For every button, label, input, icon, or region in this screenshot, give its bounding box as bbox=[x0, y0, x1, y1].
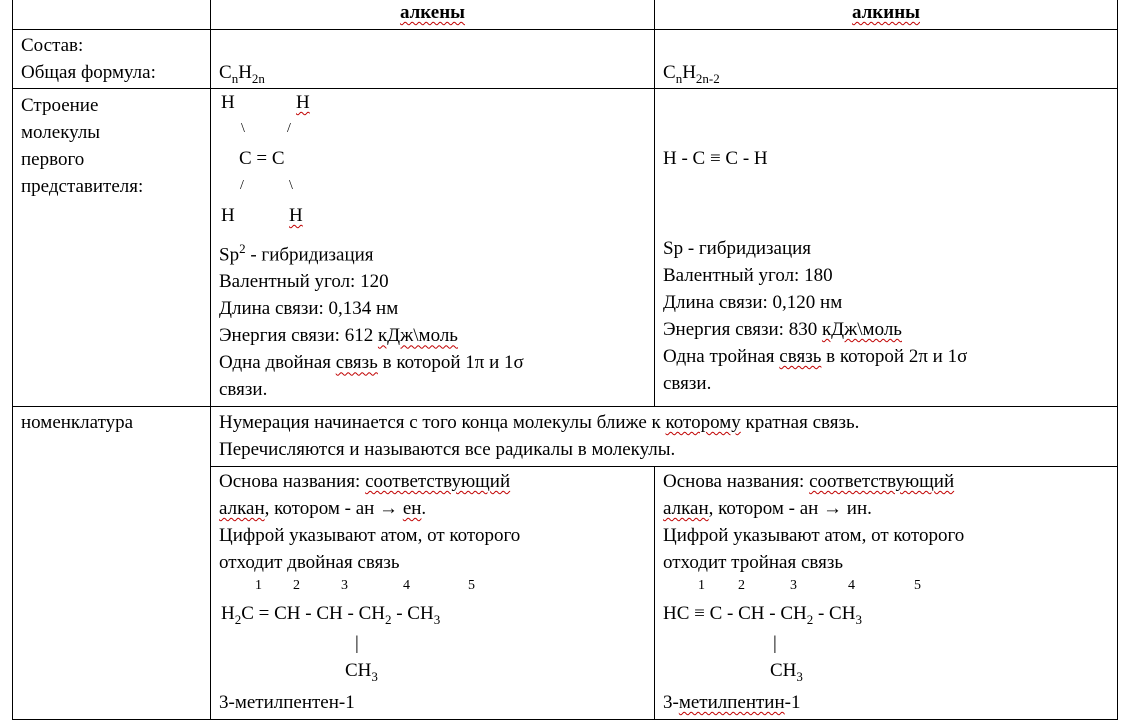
header-alkynes: алкины bbox=[851, 2, 920, 23]
ethyne-structure: H - C ≡ C - H bbox=[663, 148, 768, 169]
alkene-branch-bond: | bbox=[355, 633, 359, 654]
alkyne-branch-bond: | bbox=[773, 633, 777, 654]
ethene-h-top-left: H bbox=[221, 92, 235, 113]
alkene-nomenclature: Основа названия: соответствующий алкан, котором - ан → ен. Цифрой указывают атом, от которого отходит двойная связь bbox=[219, 471, 521, 573]
nomenclature-label: номенклатура bbox=[21, 412, 134, 433]
grid-right bbox=[1117, 0, 1118, 720]
grid-bottom bbox=[12, 719, 1118, 720]
ethene-h-bottom-right: H bbox=[289, 205, 303, 226]
nomenclature-common-rules: Нумерация начинается с того конца молекулы ближе к которому кратная связь. Перечисляются и называются все радикалы в молекулы. bbox=[219, 412, 860, 460]
grid-row-composition bbox=[12, 88, 1118, 89]
ethene-bond-left-top: \ bbox=[241, 121, 245, 136]
ethene-bond-right-bottom: \ bbox=[289, 178, 293, 193]
alkene-branch-methyl: $CH_3$ bbox=[345, 660, 378, 684]
composition-label: Состав: Общая формула: bbox=[21, 35, 156, 83]
ethene-core: C = C bbox=[239, 148, 285, 169]
alkene-chain-formula: $H_2C$ = CH - CH - $CH_2 - CH_3$ bbox=[221, 603, 441, 627]
alkene-general-formula: $C_nH_{2n}$ bbox=[219, 62, 265, 86]
header-alkenes: алкены bbox=[399, 2, 465, 23]
grid-row-header bbox=[12, 29, 1118, 30]
alkene-example-name: 3-метилпентен-1 bbox=[219, 692, 355, 713]
alkyne-example-name: 3-метилпентин-1 bbox=[663, 692, 801, 713]
alkyne-general-formula: $C_nH_{2n-2}$ bbox=[663, 62, 720, 86]
alkene-hybridization: Sp$^2$ - гибридизация bbox=[219, 241, 374, 266]
ethene-bond-right-top: / bbox=[287, 121, 291, 136]
ethene-bond-left-bottom: / bbox=[240, 178, 244, 193]
alkene-properties: Sp$^2$ - гибридизация Валентный угол: 120 Длина связи: 0,134 нм Энергия связи: 612 кДж\моль Одна двойная связь в которой 1π и 1σ связи. bbox=[210, 235, 654, 403]
alkyne-branch-methyl: $CH_3$ bbox=[770, 660, 803, 684]
structure-label: Строение молекулы первого представителя: bbox=[21, 95, 144, 197]
ethene-h-top-right: H bbox=[296, 92, 310, 113]
grid-row-structure bbox=[12, 406, 1118, 407]
alkyne-chain-formula: HC ≡ C - CH - $CH_2 - CH_3$ bbox=[663, 603, 862, 627]
alkyne-nomenclature: Основа названия: соответствующий алкан, котором - ан → ин. Цифрой указывают атом, от которого отходит тройная связь bbox=[663, 471, 965, 573]
grid-row-nomenclature-split bbox=[210, 466, 1118, 467]
alkyne-properties: Sp - гибридизация Валентный угол: 180 Длина связи: 0,120 нм Энергия связи: 830 кДж\моль Одна тройная связь в которой 2π и 1σ связи. bbox=[663, 238, 968, 394]
ethene-h-bottom-left: H bbox=[221, 205, 235, 226]
